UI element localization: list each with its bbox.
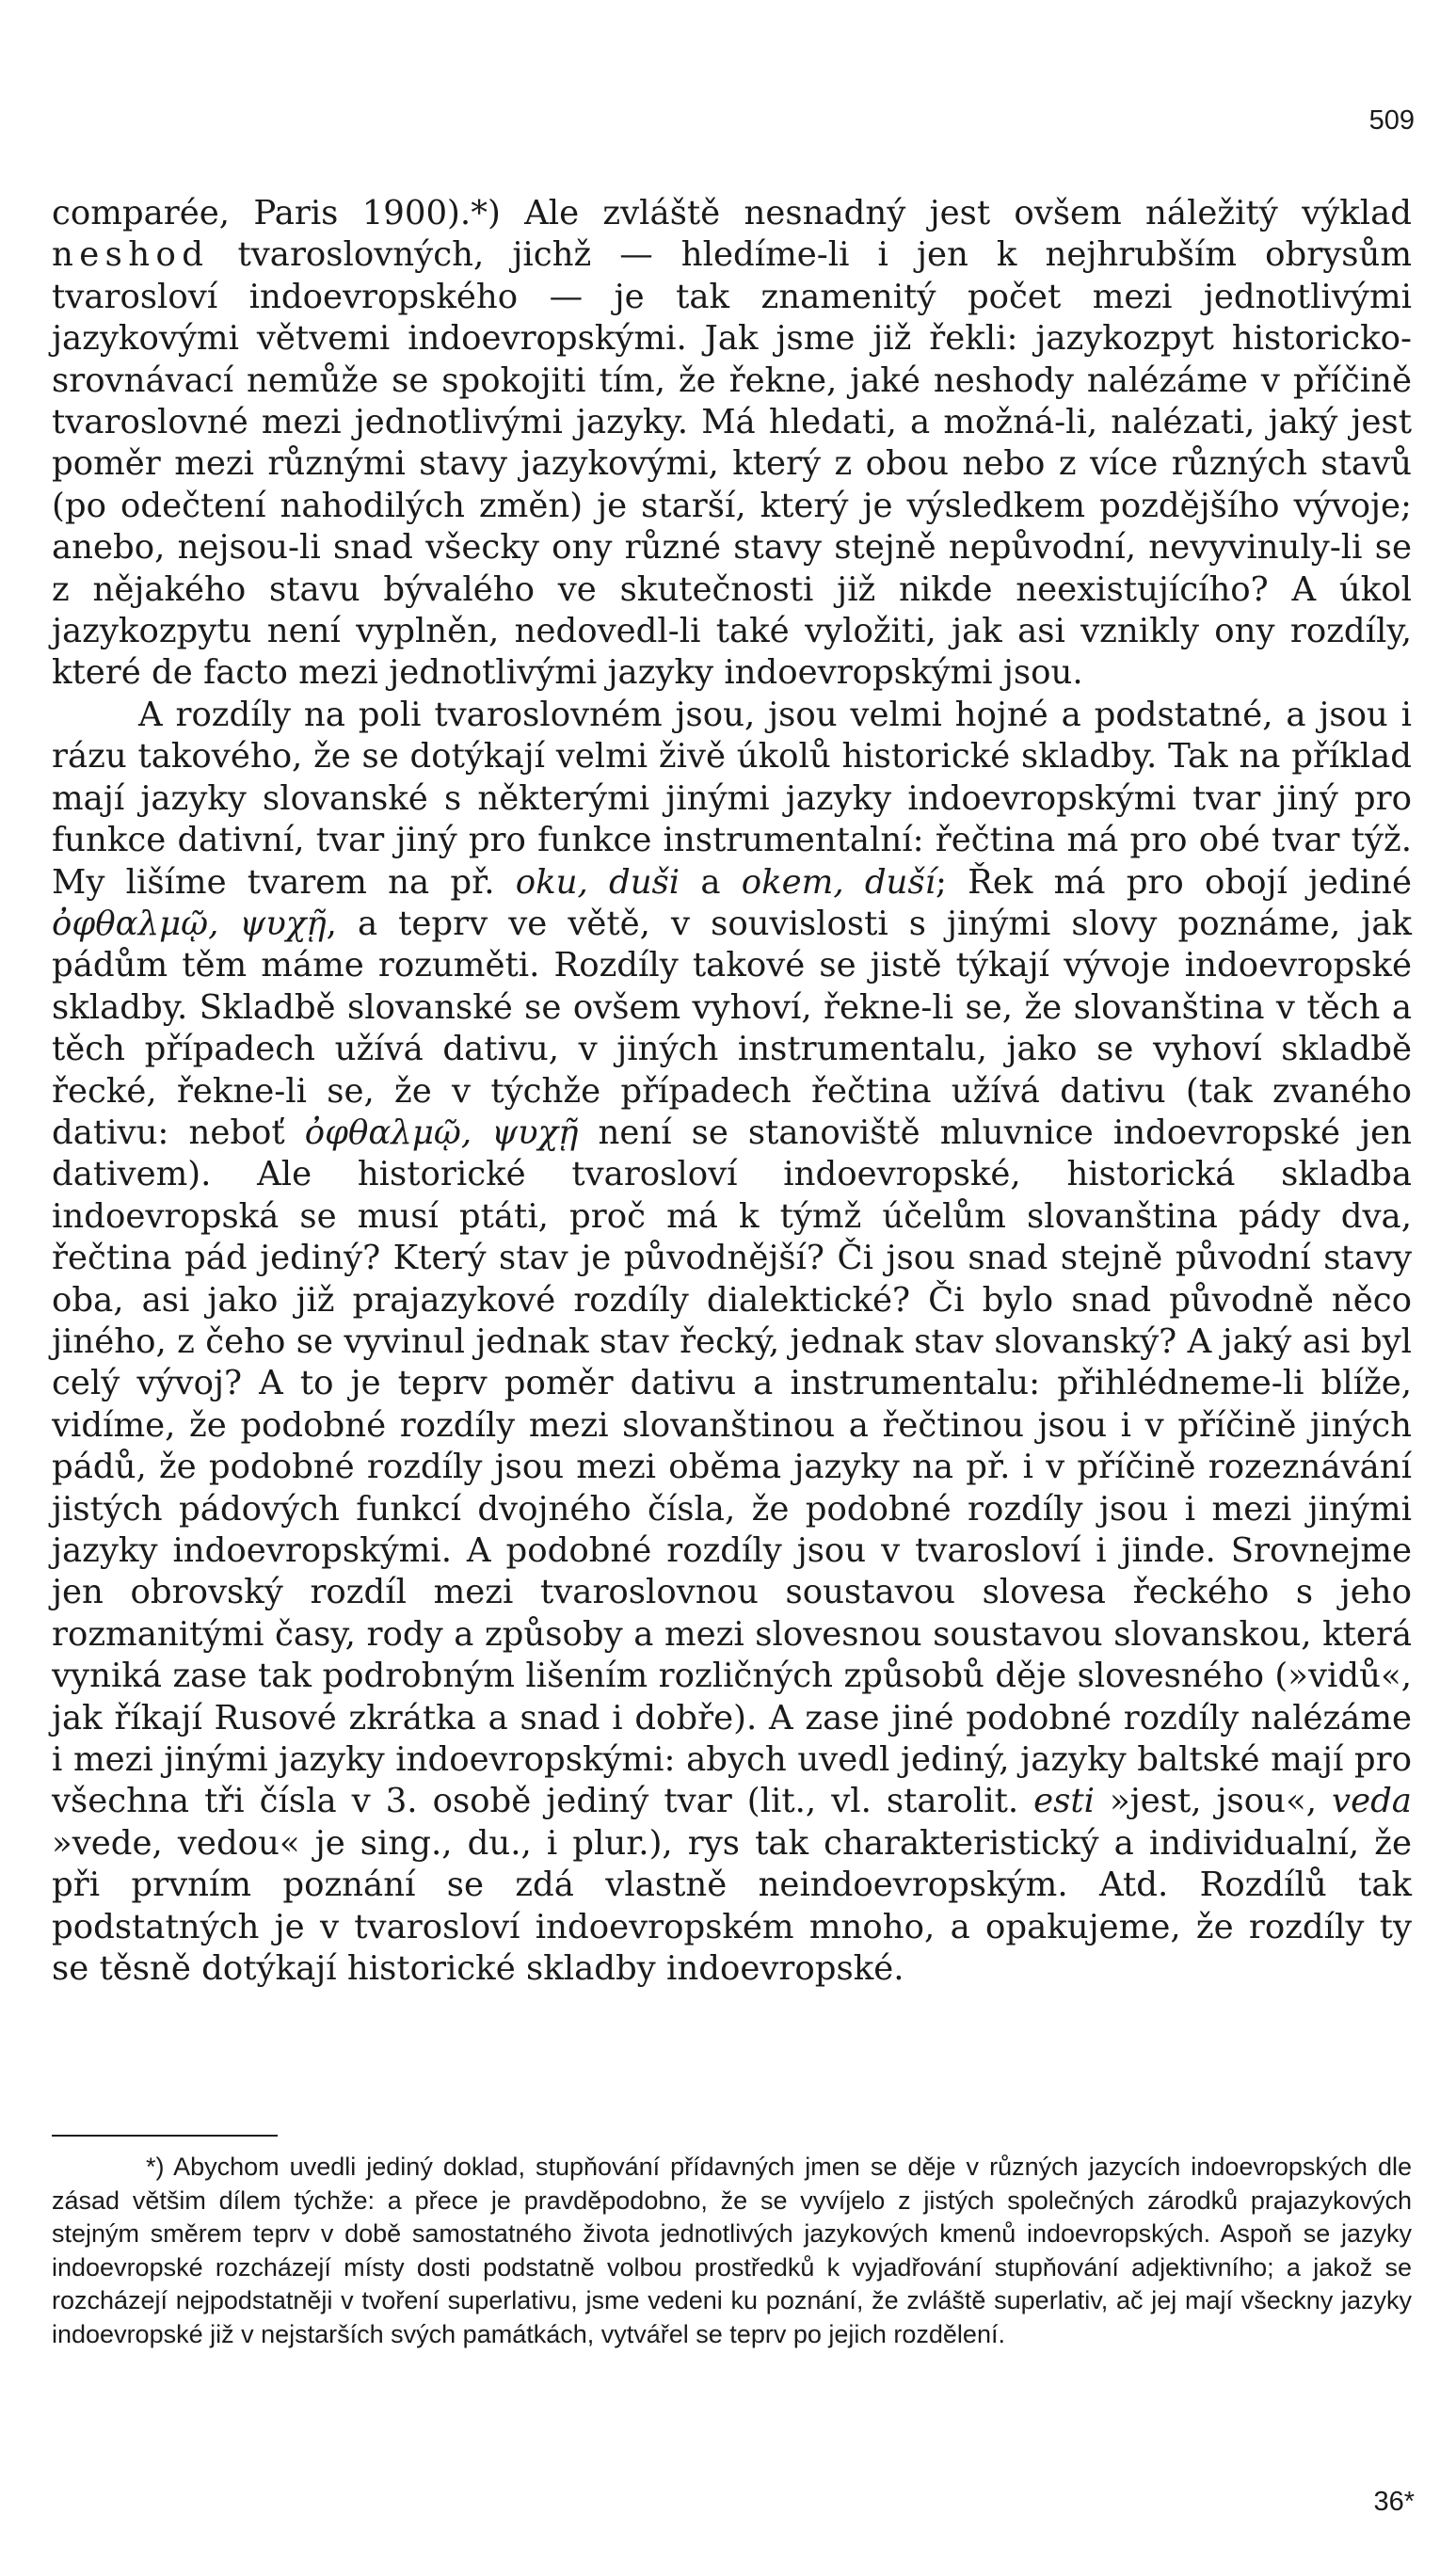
paragraph-2: A rozdíly na poli tvaroslovném jsou, jsou velmi hojné a podstatné, a jsou i rázu takového, že se dotýkají velmi živě úkolů historické skladby. Tak na příklad mají jazyky slovanské s některými jinými jazyky indoevropskými tvar jiný pro funkce dativní, tvar jiný pro funkce instrumentalní: řečtina má pro obé tvar týž. My lišíme tvarem na př. oku, duši a okem, duší; Řek má pro obojí jediné ὀφθαλμῷ, ψυχῇ, a teprv ve větě, v souvislosti s jinými slovy poznáme, jak pádům těm máme rozuměti. Rozdíly takové se jistě týkají vývoje indoevropské skladby. Skladbě slovanské se ovšem vyhoví, řekne-li se, že slovanština v těch a těch případech užívá dativu, v jiných instrumentalu, jako se vyhoví skladbě řecké, řekne-li se, že v týchže případech řečtina užívá dativu (tak zvaného dativu: neboť ὀφθαλμῷ, ψυχῇ není se stanoviště mluvnice indoevropské jen dativem). Ale historické tvarosloví indoevropské, historická skladba indoevropská se musí ptáti, proč má k týmž účelům slovanština pády dva, řečtina pád jediný? Který stav je původnější? Či jsou snad stejně původní stavy oba, asi jako již prajazykové rozdíly dialektické? Či bylo snad původně něco jiného, z čeho se vyvinul jednak stav řecký, jednak stav slovanský? A jaký asi byl celý vývoj? A to je teprv poměr dativu a instrumentalu: přihlédneme-li blíže, vidíme, že podobné rozdíly mezi slovanštinou a řečtinou jsou i v příčině jiných pádů, že podobné rozdíly jsou mezi oběma jazyky na př. i v příčině rozeznávání jistých pádových funkcí dvojného čísla, že podobné rozdíly jsou i mezi jinými jazyky indoevropskými. A podobné rozdíly jsou v tvarosloví i jinde. Srovnejme jen obrovský rozdíl mezi tvaroslovnou soustavou slovesa řeckého s jeho rozmanitými časy, rody a způsoby a mezi slovesnou soustavou slovanskou, která vyniká zase tak podrobným lišením rozličných způsobů děje slovesného (»vidů«, jak říkají Rusové zkrátka a snad i dobře). A zase jiné podobné rozdíly nalézáme i mezi jinými jazyky indoevropskými: abych uvedl jediný, jazyky baltské mají pro všechna tři čísla v 3. osobě jediný tvar (lit., vl. starolit. esti »jest, jsou«, veda »vede, vedou« je sing., du., i plur.), rys tak charakteristický a individualní, že při prvním poznání se zdá vlastně neindoevropským. Atd. Rozdílů tak podstatných je v tvarosloví indoevropském mnoho, a opakujeme, že rozdíly ty se těsně dotýkají historické skladby indoevropské. [52, 695, 1413, 1989]
example-veda: veda [1332, 1782, 1412, 1821]
paragraph-1: comparée, Paris 1900).*) Ale zvláště nesnadný jest ovšem náležitý výklad neshod tvaroslovných, jichž — hledíme-li i jen k nejhrubším obrysům tvarosloví indoevropského — je tak znamenitý počet mezi jednotlivými jazykovými větvemi indoevropskými. Jak jsme již řekli: jazykozpyt historicko-srovnávací nemůže se spokojiti tím, že řekne, jaké neshody nalézáme v příčině tvaroslovné mezi jednotlivými jazyky. Má hledati, a možná-li, nalézati, jaký jest poměr mezi různými stavy jazykovými, který z obou nebo z více různých stavů (po odečtení nahodilých změn) je starší, který je výsledkem pozdějšího vývoje; anebo, nejsou-li snad všecky ony různé stavy stejně nepůvodní, nevyvinuly-li se z nějakého stavu bývalého ve skutečnosti již nikde neexistujícího? A úkol jazykozpytu není vyplněn, nedovedl-li také vyložiti, jak asi vznikly ony rozdíly, které de facto mezi jednotlivými jazyky indoevropskými jsou. [52, 194, 1412, 693]
footnote: *) Abychom uvedli jediný doklad, stupňování přídavných jmen se děje v různých jazycích indoevropských dle zásad většim dílem týchže: a přece je pravděpodobno, že se vyvíjelo z jistých společných zárodků prajazykových stejným směrem teprv v době samostatného života jednotlivých jazykových kmenů indoevropských. Aspoň se jazyky indoevropské rozcházejí místy dosti podstatně volbou prostředků k vyjadřování stupňování adjektivního; a jakož se rozcházejí nejpodstatněji v tvoření superlativu, jsme vedeni ku poznání, že zvláště superlativ, ač jej mají všeckny jazyky indoevropské již v nejstarších svých památkách, vytvářel se teprv po jejich rozdělení. [52, 2153, 1412, 2348]
example-oku-dusi: oku, duši [515, 862, 680, 902]
emphasis-neshod: neshod [52, 235, 210, 275]
greek-example: ὀφθαλμῷ, ψυχῇ [52, 904, 327, 943]
greek-example-2: ὀφθαλμῷ, ψυχῇ [304, 1113, 579, 1152]
footnote-divider [52, 2135, 278, 2137]
page-number: 509 [1368, 105, 1415, 136]
example-okem-dusi: okem, duší [741, 862, 936, 902]
signature-mark: 36* [1373, 2487, 1415, 2517]
example-esti: esti [1033, 1782, 1096, 1821]
main-text [52, 193, 1412, 1990]
